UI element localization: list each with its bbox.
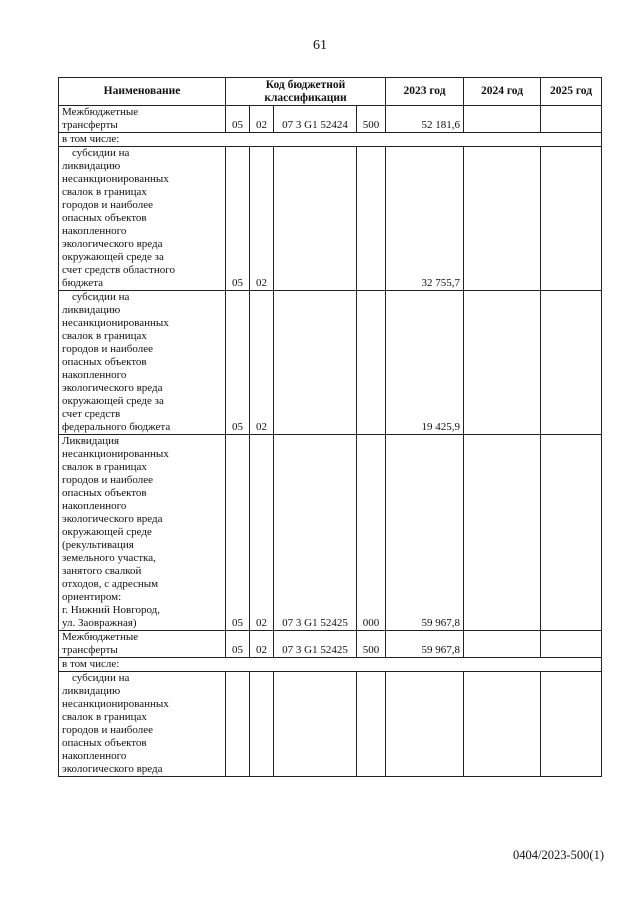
name-line: накопленного — [62, 225, 127, 237]
name-cell — [59, 672, 226, 777]
name-line: городов и наиболее — [62, 199, 153, 211]
name-line: бюджета — [62, 277, 104, 289]
amount-2024-cell — [464, 672, 541, 777]
amount-2023-cell: 52 181,6 — [386, 106, 464, 133]
amount-2025-cell — [541, 147, 602, 291]
name-line: городов и наиболее — [62, 343, 153, 355]
subsection-code-cell: 02 — [250, 435, 274, 631]
name-line: окружающей среде за — [62, 395, 164, 407]
name-line: Межбюджетные — [62, 631, 139, 643]
section-code-cell: 05 — [226, 631, 250, 658]
table-row — [59, 672, 602, 777]
amount-2024-cell — [464, 435, 541, 631]
name-line: свалок в границах — [62, 186, 147, 198]
amount-2023-cell: 59 967,8 — [386, 631, 464, 658]
name-line: свалок в границах — [62, 461, 147, 473]
target-article-cell: 07 3 G1 52425 — [274, 435, 357, 631]
name-line: экологического вреда — [62, 763, 163, 775]
name-line: счет средств областного — [62, 264, 175, 276]
header-name: Наименование — [59, 78, 226, 106]
expense-type-cell: 000 — [357, 435, 386, 631]
header-2025: 2025 год — [541, 78, 602, 106]
name-line: свалок в границах — [62, 330, 147, 342]
table-note-row — [59, 133, 602, 147]
expense-type-cell: 500 — [357, 631, 386, 658]
table-body — [59, 106, 602, 777]
name-line: несанкционированных — [62, 317, 169, 329]
amount-2025-cell — [541, 631, 602, 658]
expense-type-cell: 500 — [357, 106, 386, 133]
header-budget-code: Код бюджетной классификации — [226, 78, 386, 106]
name-line: опасных объектов — [62, 356, 147, 368]
name-line: трансферты — [62, 644, 118, 656]
name-line: накопленного — [62, 369, 127, 381]
table-row — [59, 106, 602, 133]
header-2023: 2023 год — [386, 78, 464, 106]
name-line: опасных объектов — [62, 737, 147, 749]
section-code-cell: 05 — [226, 435, 250, 631]
page-number: 61 — [313, 38, 327, 53]
subsection-code-cell: 02 — [250, 631, 274, 658]
name-line: ликвидацию — [62, 685, 121, 697]
name-cell — [59, 106, 226, 133]
amount-2024-cell — [464, 147, 541, 291]
table-note-row — [59, 658, 602, 672]
name-line: несанкционированных — [62, 448, 169, 460]
name-line: г. Нижний Новгород, — [62, 604, 161, 616]
amount-2025-cell — [541, 435, 602, 631]
subsection-code-cell — [250, 672, 274, 777]
name-line: отходов, с адресным — [62, 578, 159, 590]
name-line: земельного участка, — [62, 552, 156, 564]
name-line: свалок в границах — [62, 711, 147, 723]
header-2024: 2024 год — [464, 78, 541, 106]
name-line: городов и наиболее — [62, 724, 153, 736]
name-line: занятого свалкой — [62, 565, 142, 577]
amount-2024-cell — [464, 291, 541, 435]
name-line: ликвидацию — [62, 160, 121, 172]
amount-2023-cell: 32 755,7 — [386, 147, 464, 291]
amount-2024-cell — [464, 106, 541, 133]
name-line: окружающей среде — [62, 526, 152, 538]
name-line: субсидии на — [72, 291, 130, 303]
name-line: экологического вреда — [62, 382, 163, 394]
document-code: 0404/2023-500(1) — [513, 848, 604, 862]
expense-type-cell — [357, 147, 386, 291]
section-code-cell: 05 — [226, 106, 250, 133]
name-line: Межбюджетные — [62, 106, 139, 118]
note-cell: в том числе: — [59, 658, 602, 672]
name-cell — [59, 435, 226, 631]
section-code-cell — [226, 672, 250, 777]
amount-2025-cell — [541, 291, 602, 435]
budget-table — [58, 77, 602, 777]
note-cell: в том числе: — [59, 133, 602, 147]
name-line: (рекультивация — [62, 539, 134, 551]
name-line: ликвидацию — [62, 304, 121, 316]
target-article-cell: 07 3 G1 52425 — [274, 631, 357, 658]
table-row — [59, 435, 602, 631]
amount-2024-cell — [464, 631, 541, 658]
name-line: ориентиром: — [62, 591, 122, 603]
target-article-cell — [274, 672, 357, 777]
section-code-cell: 05 — [226, 147, 250, 291]
name-line: ул. Заовражная) — [62, 617, 137, 629]
name-cell — [59, 147, 226, 291]
section-code-cell: 05 — [226, 291, 250, 435]
target-article-cell — [274, 291, 357, 435]
name-line: федерального бюджета — [62, 421, 171, 433]
amount-2023-cell: 59 967,8 — [386, 435, 464, 631]
table-header-row — [59, 78, 602, 106]
name-cell — [59, 291, 226, 435]
name-line: экологического вреда — [62, 238, 163, 250]
target-article-cell — [274, 147, 357, 291]
name-line: счет средств — [62, 408, 121, 420]
table-row — [59, 631, 602, 658]
name-line: субсидии на — [72, 672, 130, 684]
name-line: опасных объектов — [62, 212, 147, 224]
name-cell — [59, 631, 226, 658]
amount-2023-cell — [386, 672, 464, 777]
table-row — [59, 147, 602, 291]
name-line: Ликвидация — [62, 435, 120, 447]
name-line: накопленного — [62, 750, 127, 762]
name-line: накопленного — [62, 500, 127, 512]
amount-2025-cell — [541, 106, 602, 133]
subsection-code-cell: 02 — [250, 106, 274, 133]
name-line: опасных объектов — [62, 487, 147, 499]
amount-2023-cell: 19 425,9 — [386, 291, 464, 435]
table-row — [59, 291, 602, 435]
name-line: экологического вреда — [62, 513, 163, 525]
name-line: трансферты — [62, 119, 118, 131]
name-line: городов и наиболее — [62, 474, 153, 486]
subsection-code-cell: 02 — [250, 147, 274, 291]
target-article-cell: 07 3 G1 52424 — [274, 106, 357, 133]
name-line: несанкционированных — [62, 698, 169, 710]
expense-type-cell — [357, 291, 386, 435]
name-line: окружающей среде за — [62, 251, 164, 263]
name-line: субсидии на — [72, 147, 130, 159]
name-line: несанкционированных — [62, 173, 169, 185]
amount-2025-cell — [541, 672, 602, 777]
subsection-code-cell: 02 — [250, 291, 274, 435]
expense-type-cell — [357, 672, 386, 777]
